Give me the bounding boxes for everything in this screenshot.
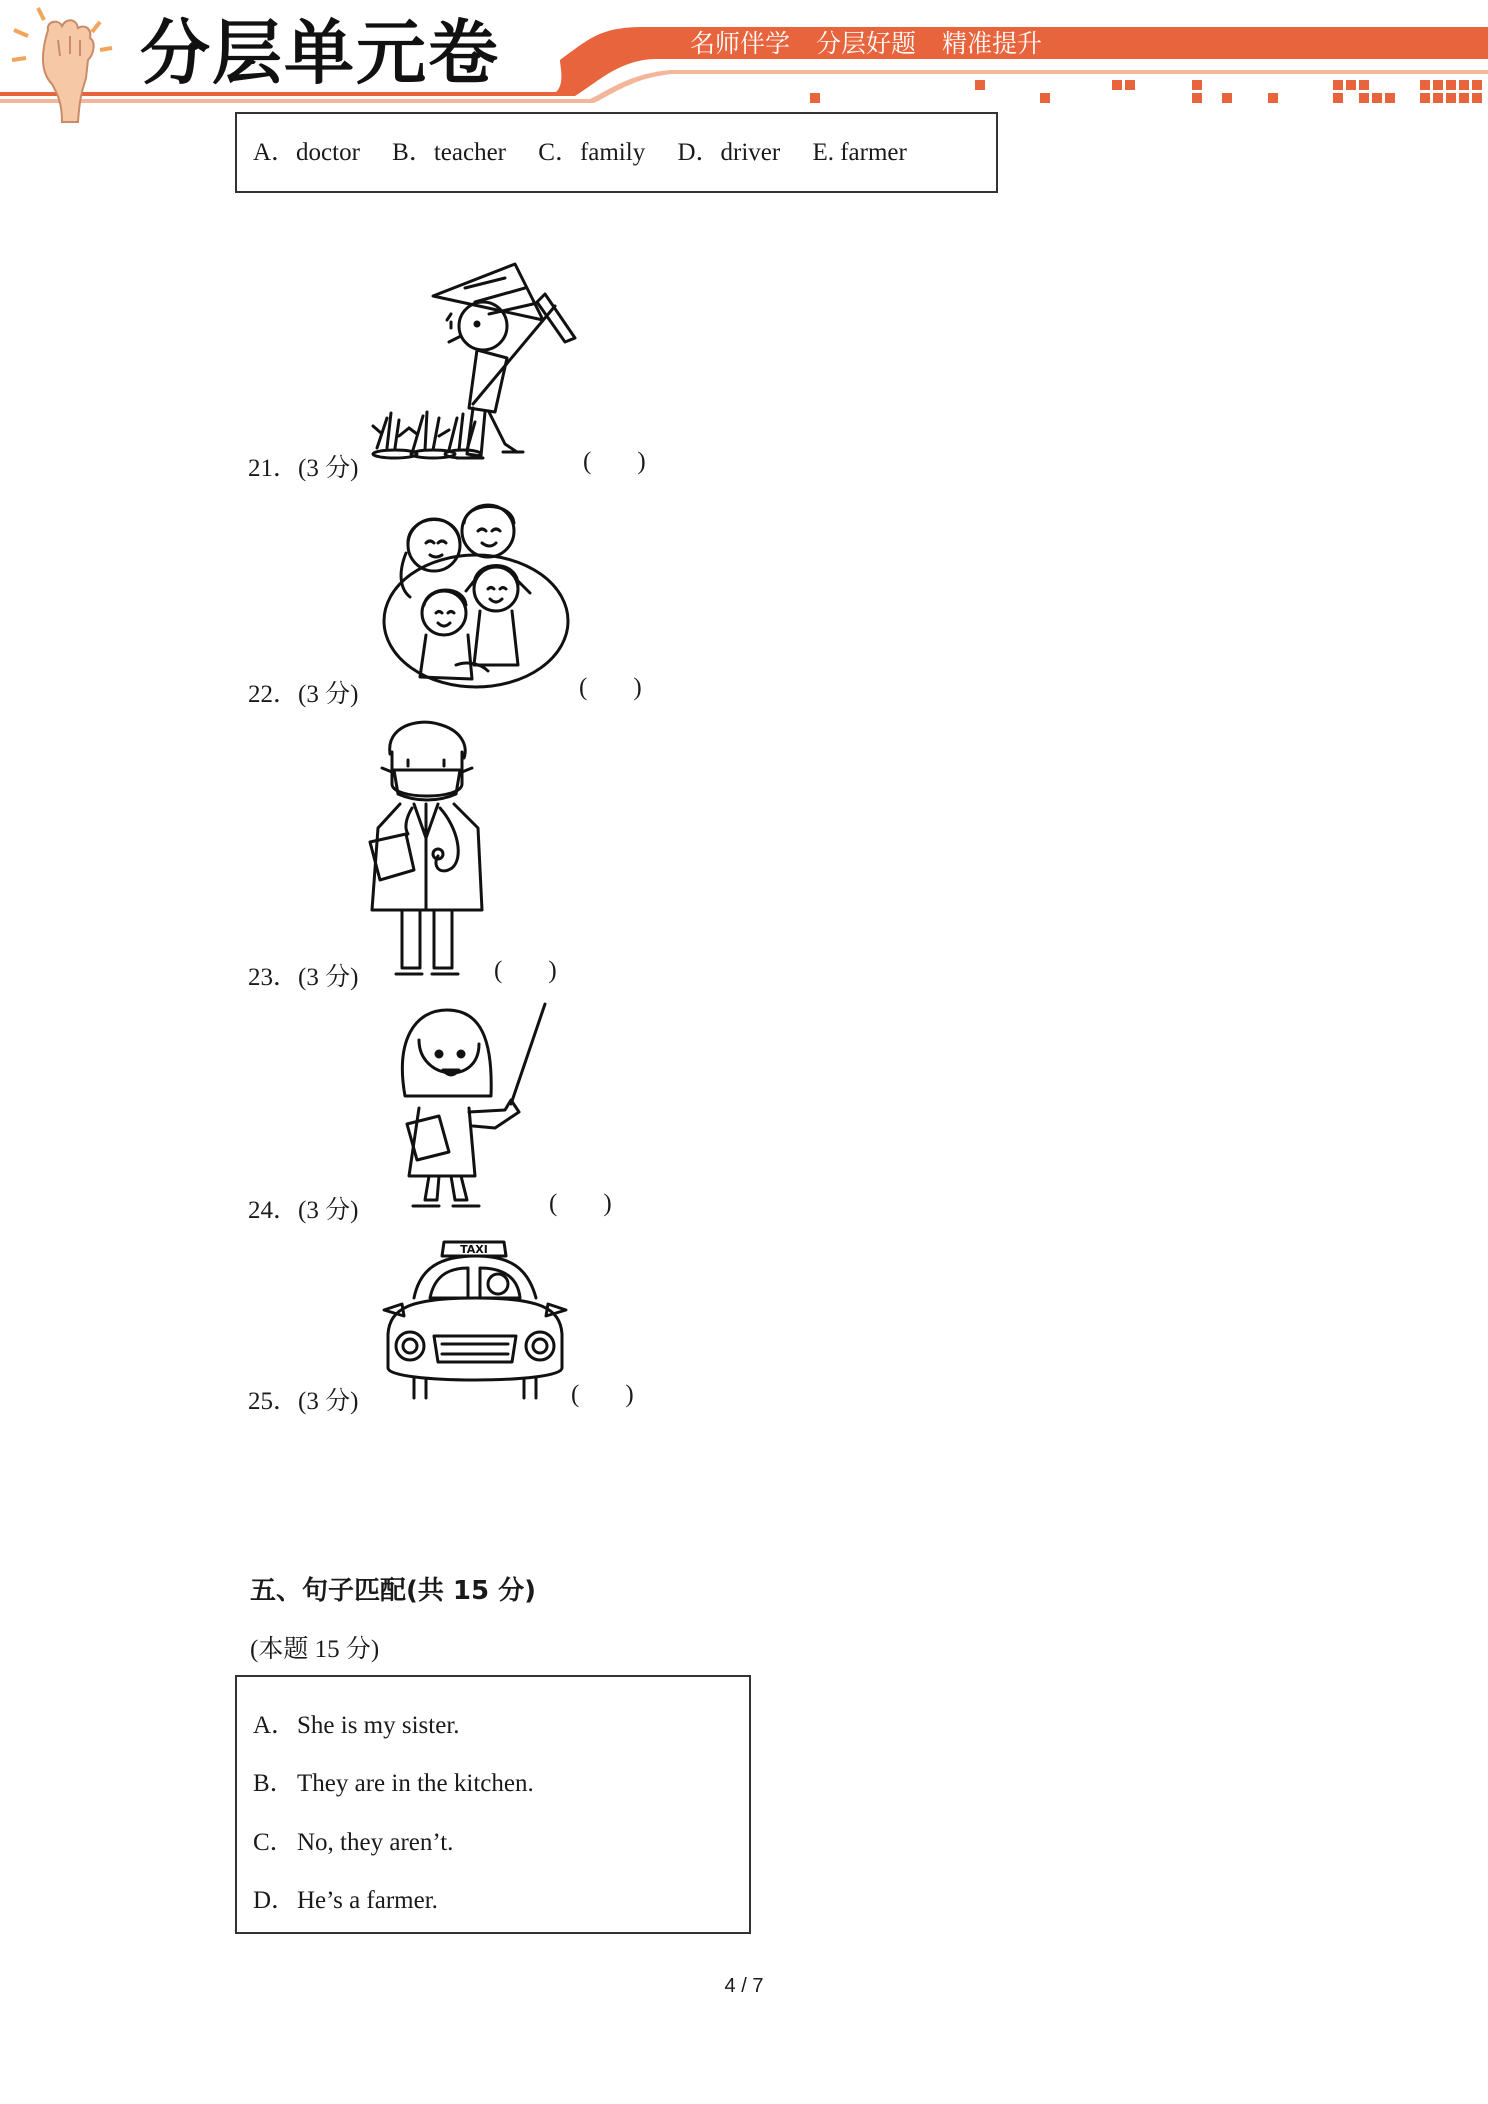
sentence-d: [253, 1880, 438, 1916]
sentence-d-text: He’s a farmer.: [297, 1887, 438, 1914]
slogan-group: [690, 24, 1042, 64]
q25-label: 25．(3 分): [248, 1388, 359, 1415]
q24-label: 24．(3 分): [248, 1197, 359, 1224]
sentence-c-letter: C．: [253, 1829, 295, 1856]
sentence-b: [253, 1763, 534, 1799]
option-c: C．family: [538, 139, 646, 166]
sentence-d-letter: D．: [253, 1887, 297, 1914]
family-picture: [376, 493, 572, 693]
option-e: E. farmer: [812, 139, 907, 166]
q21-label: 21．(3 分): [248, 455, 359, 482]
farmer-picture: [365, 258, 585, 478]
q23-label: 23．(3 分): [248, 964, 359, 991]
sentence-b-letter: B．: [253, 1770, 295, 1797]
sentence-a-text: She is my sister.: [297, 1712, 460, 1739]
word-options-box: [235, 112, 998, 193]
sentence-a-letter: A．: [253, 1712, 297, 1739]
taxi-sign: TAXI: [460, 1243, 488, 1256]
option-a: A．doctor: [253, 139, 360, 166]
sentence-b-text: They are in the kitchen.: [297, 1770, 534, 1797]
section-five-title: 五、句子匹配(共 15 分): [250, 1576, 537, 1606]
q23-answer-blank[interactable]: ( ): [494, 957, 557, 984]
page-number: 4 / 7: [724, 1975, 764, 1997]
slogan-2: 分层好题: [816, 29, 917, 58]
sentence-options-box: [235, 1675, 751, 1934]
q22-answer-blank[interactable]: ( ): [579, 674, 642, 701]
taxi-picture: [380, 1238, 570, 1408]
option-d: D．driver: [677, 139, 781, 166]
page-header: [0, 0, 1488, 125]
section-five-subtitle: (本题 15 分): [250, 1636, 380, 1663]
option-b: B．teacher: [392, 139, 507, 166]
teacher-picture: [395, 1000, 555, 1212]
sentence-c: [253, 1822, 453, 1858]
q21-answer-blank[interactable]: ( ): [583, 448, 646, 475]
doctor-picture: [368, 718, 484, 984]
q25-answer-blank[interactable]: ( ): [571, 1381, 634, 1408]
slogan-1: 名师伴学: [690, 29, 791, 58]
sentence-a: [253, 1705, 460, 1741]
q24-answer-blank[interactable]: ( ): [549, 1190, 612, 1217]
slogan-3: 精准提升: [942, 29, 1043, 58]
q22-label: 22．(3 分): [248, 681, 359, 708]
sentence-c-text: No, they aren’t.: [297, 1829, 454, 1856]
raised-fist-icon: [12, 8, 112, 122]
brand-title: 分层单元卷: [140, 12, 500, 94]
